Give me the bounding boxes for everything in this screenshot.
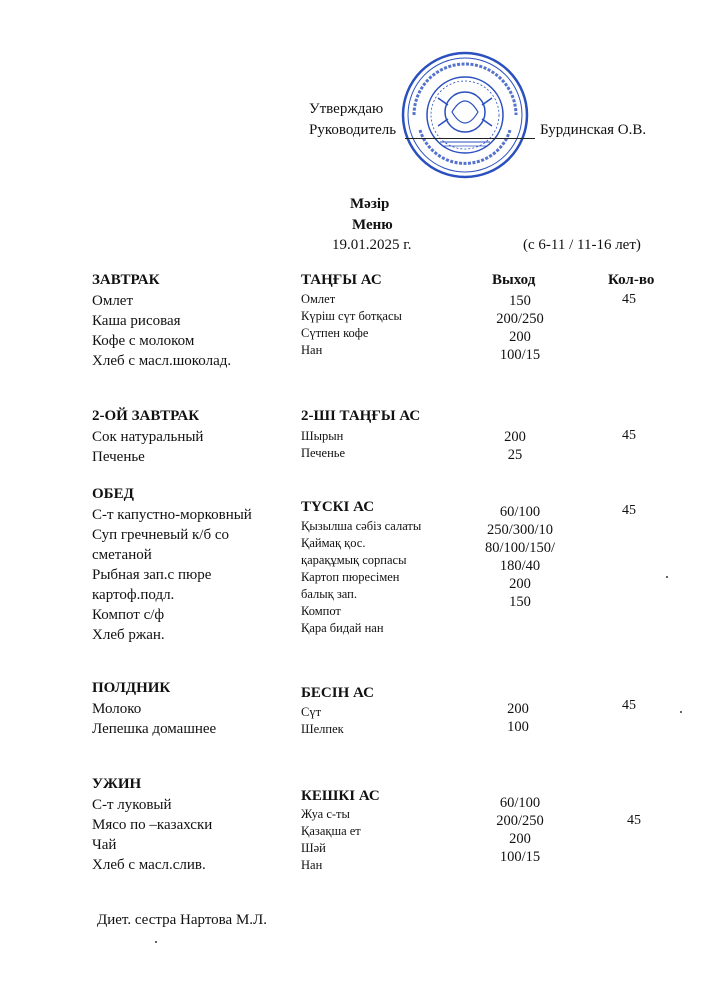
meal-snack-kz-items [301,704,344,738]
meal-breakfast-kz-title: ТАҢҒЫ АС [301,272,382,288]
list-item: Сүтпен кофе [301,326,369,340]
meal-snack-ru-items [92,699,216,739]
list-item: Компот [301,604,341,618]
title-kz: Мәзір [350,196,390,212]
list-item: Қаймақ қос. [301,536,366,550]
meal-breakfast-ru-title: ЗАВТРАК [92,272,160,288]
list-item: Нан [301,858,323,872]
meal-breakfast-outputs [470,292,570,364]
output-value: 80/100/150/ [484,540,556,556]
meal-second-breakfast-kz-title: 2-ШІ ТАҢҒЫ АС [301,408,421,424]
meal-dinner-ru-title: УЖИН [92,776,142,792]
official-seal-stamp [400,50,530,180]
list-item: Омлет [92,293,134,309]
meal-second-breakfast-kz-items [301,428,345,462]
list-item: Кофе с молоком [92,333,195,349]
list-item: Рыбная зап.с пюре [92,567,212,583]
dietitian-signature: Диет. сестра Нартова М.Л. [97,912,267,928]
list-item: Шырын [301,429,344,443]
scan-speck [155,941,157,943]
list-item: Каша рисовая [92,313,181,329]
meal-second-breakfast-ru-title: 2-ОЙ ЗАВТРАК [92,408,200,424]
output-value: 100 [507,719,529,735]
meal-breakfast-qty: 45 [622,292,636,307]
meal-lunch-outputs [465,503,575,611]
list-item: Омлет [301,292,336,306]
output-value: 250/300/10 [486,522,554,538]
list-item: Хлеб с масл.шоколад. [92,353,232,369]
output-value: 180/40 [499,558,541,574]
meal-lunch-ru-items [92,505,252,645]
signature-line [405,138,535,139]
output-value: 60/100 [499,504,541,520]
list-item: Молоко [92,701,142,717]
list-item: Хлеб ржан. [92,627,165,643]
list-item: Сок натуральный [92,429,204,445]
list-item: С-т луковый [92,797,172,813]
column-qty-header: Кол-во [608,272,655,288]
list-item: Чай [92,837,117,853]
output-value: 200 [509,329,531,345]
approve-label: Утверждаю [309,101,384,117]
list-item: Мясо по –казахски [92,817,213,833]
age-range: (с 6-11 / 11-16 лет) [523,237,641,253]
head-name: Бурдинская О.В. [540,122,647,138]
list-item: Хлеб с масл.слив. [92,857,206,873]
meal-breakfast-ru-items [92,291,231,371]
list-item: Нан [301,343,323,357]
output-value: 150 [509,293,531,309]
list-item: Печенье [301,446,346,460]
meal-snack-ru-title: ПОЛДНИК [92,680,171,696]
title-ru: Меню [352,217,393,233]
list-item: сметаной [92,547,152,563]
meal-dinner-outputs [470,794,570,866]
list-item: Қазақша ет [301,824,361,838]
meal-lunch-qty: 45 [622,503,636,518]
output-value: 100/15 [499,849,541,865]
output-value: 60/100 [499,795,541,811]
meal-breakfast-kz-items [301,291,402,359]
list-item: Күріш сүт ботқасы [301,309,402,323]
output-value: 100/15 [499,347,541,363]
output-value: 200/250 [496,813,544,829]
list-item: қарақұмық сорпасы [301,553,407,567]
meal-second-breakfast-qty: 45 [622,428,636,443]
meal-lunch-kz-items [301,518,421,637]
menu-date: 19.01.2025 г. [332,237,412,253]
meal-second-breakfast-ru-items [92,427,203,467]
meal-snack-outputs [468,700,568,736]
meal-second-breakfast-outputs [465,428,565,464]
meal-dinner-kz-items [301,806,361,874]
output-value: 200 [504,429,526,445]
column-output-header: Выход [492,272,536,288]
output-value: 25 [507,447,523,463]
list-item: Қызылша сәбіз салаты [301,519,422,533]
head-title: Руководитель [309,122,397,138]
list-item: Суп гречневый к/б со [92,527,230,543]
list-item: Сүт [301,705,322,719]
meal-snack-kz-title: БЕСІН АС [301,685,374,701]
list-item: Шелпек [301,722,344,736]
output-value: 200 [509,831,531,847]
meal-snack-qty: 45 [622,698,636,713]
list-item: Печенье [92,449,145,465]
output-value: 200 [507,701,529,717]
list-item: балық зап. [301,587,357,601]
meal-lunch-ru-title: ОБЕД [92,486,134,502]
scan-speck [680,711,682,713]
list-item: Жуа с-ты [301,807,350,821]
output-value: 150 [509,594,531,610]
meal-dinner-ru-items [92,795,212,875]
list-item: Картоп пюресімен [301,570,400,584]
list-item: С-т капустно-морковный [92,507,252,523]
list-item: Компот с/ф [92,607,165,623]
list-item: Қара бидай нан [301,621,384,635]
output-value: 200 [509,576,531,592]
list-item: Лепешка домашнее [92,721,217,737]
meal-dinner-kz-title: КЕШКІ АС [301,788,380,804]
meal-lunch-kz-title: ТҮСКІ АС [301,499,375,515]
scan-speck [666,576,668,578]
list-item: картоф.подл. [92,587,175,603]
meal-dinner-qty: 45 [627,813,641,828]
output-value: 200/250 [496,311,544,327]
list-item: Шәй [301,841,326,855]
